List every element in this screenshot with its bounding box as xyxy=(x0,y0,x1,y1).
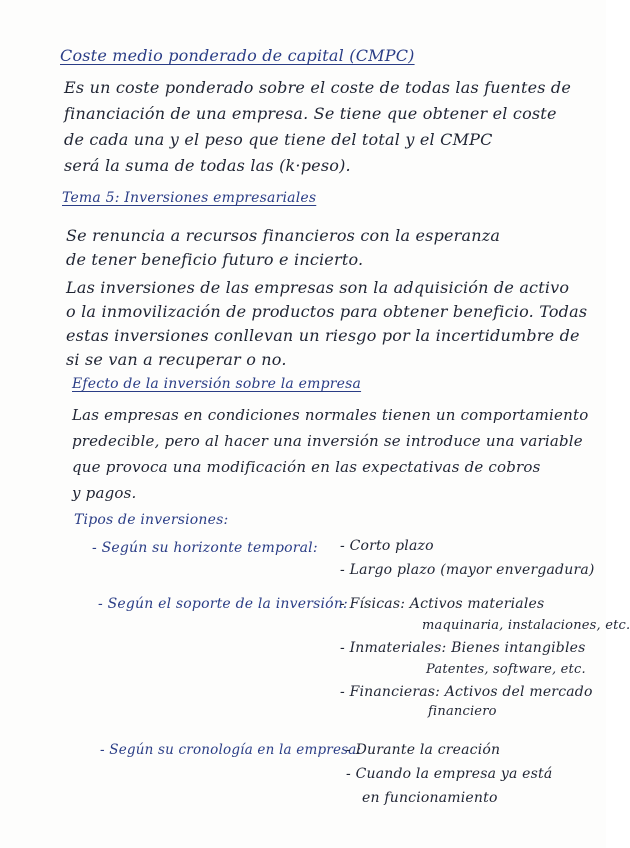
tipo-option-largo-plazo: - Largo plazo (mayor envergadura) xyxy=(340,562,595,578)
tipo-option-en-funcionamiento-detail: en funcionamiento xyxy=(362,790,498,806)
efecto-line-2: predecible, pero al hacer una inversión se introduce una variable xyxy=(72,432,583,450)
tipo-option-durante-creacion: - Durante la creación xyxy=(346,742,501,758)
tema5-intro-line-2: de tener beneficio futuro e incierto. xyxy=(66,250,364,269)
tipo-option-inmateriales-detail: Patentes, software, etc. xyxy=(426,662,586,677)
heading-cmpc: Coste medio ponderado de capital (CMPC) xyxy=(60,46,415,65)
tema5-def-line-1: Las inversiones de las empresas son la adquisición de activo xyxy=(66,278,570,297)
tema5-def-line-4: si se van a recuperar o no. xyxy=(66,350,287,369)
tipo-option-en-funcionamiento: - Cuando la empresa ya está xyxy=(346,766,553,782)
cmpc-line-3: de cada una y el peso que tiene del total y el CMPC xyxy=(64,130,493,149)
tipo-option-corto-plazo: - Corto plazo xyxy=(340,538,434,554)
tema5-intro-line-1: Se renuncia a recursos financieros con la esperanza xyxy=(66,226,501,245)
tipo-option-financieras: - Financieras: Activos del mercado xyxy=(340,684,593,700)
tipo-option-fisicas-detail: maquinaria, instalaciones, etc. xyxy=(422,618,630,633)
efecto-line-1: Las empresas en condiciones normales tienen un comportamiento xyxy=(72,406,589,424)
tipo-criterion-cronologia: - Según su cronología en la empresa: xyxy=(100,742,362,758)
heading-efecto-inversion: Efecto de la inversión sobre la empresa xyxy=(72,376,362,392)
tema5-def-line-2: o la inmovilización de productos para obtener beneficio. Todas xyxy=(66,302,588,321)
tipo-option-inmateriales: - Inmateriales: Bienes intangibles xyxy=(340,640,586,656)
tipo-option-fisicas: - Físicas: Activos materiales xyxy=(340,596,545,612)
efecto-line-4: y pagos. xyxy=(72,484,137,502)
cmpc-line-4: será la suma de todas las (k·peso). xyxy=(64,156,351,175)
heading-tipos-inversiones: Tipos de inversiones: xyxy=(74,512,229,528)
cmpc-line-1: Es un coste ponderado sobre el coste de todas las fuentes de xyxy=(64,78,572,97)
efecto-line-3: que provoca una modificación en las expectativas de cobros xyxy=(72,458,541,476)
tipo-criterion-horizonte: - Según su horizonte temporal: xyxy=(92,540,318,556)
cmpc-line-2: financiación de una empresa. Se tiene que obtener el coste xyxy=(64,104,557,123)
tema5-def-line-3: estas inversiones conllevan un riesgo por la incertidumbre de xyxy=(66,326,580,345)
tipo-option-financieras-detail: financiero xyxy=(428,704,497,719)
heading-tema-5: Tema 5: Inversiones empresariales xyxy=(62,190,317,206)
tipo-criterion-soporte: - Según el soporte de la inversión: xyxy=(98,596,348,612)
